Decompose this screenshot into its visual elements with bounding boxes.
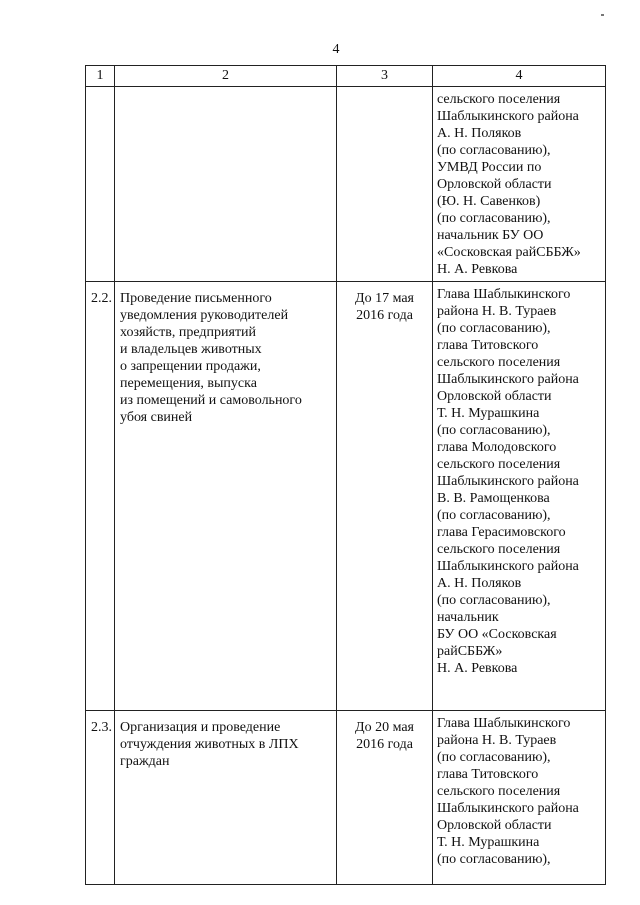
responsible-line: А. Н. Поляков: [437, 576, 522, 591]
table-header-row: [86, 66, 606, 87]
task-description-line: Проведение письменного: [120, 291, 272, 306]
responsible-line: сельского поселения: [437, 542, 561, 557]
responsible-line: (Ю. Н. Савенков): [437, 194, 541, 209]
responsible-cell: [433, 711, 606, 885]
deadline-cell: [337, 87, 433, 282]
table-row: [86, 711, 606, 885]
deadline-line: 2016 года: [356, 737, 413, 752]
responsible-line: Т. Н. Мурашкина: [437, 835, 540, 850]
responsible-line: глава Молодовского: [437, 440, 557, 455]
responsible-line: «Сосковская райСББЖ»: [437, 245, 581, 260]
responsible-line: Глава Шаблыкинского: [437, 287, 571, 302]
task-description-line: хозяйств, предприятий: [120, 325, 257, 340]
responsible-line: сельского поселения: [437, 355, 561, 370]
responsible-line: глава Герасимовского: [437, 525, 566, 540]
deadline-line: 2016 года: [356, 308, 413, 323]
responsible-line: А. Н. Поляков: [437, 126, 522, 141]
task-description-line: перемещения, выпуска: [120, 376, 257, 391]
column-header: 2: [115, 66, 337, 87]
responsible-line: (по согласованию),: [437, 211, 551, 226]
item-number-cell: 2.3.: [86, 711, 115, 885]
deadline-line: До 20 мая: [355, 720, 414, 735]
task-description-cell: [115, 711, 337, 885]
responsible-line: (по согласованию),: [437, 750, 551, 765]
responsible-line: райСББЖ»: [437, 644, 503, 659]
task-description-line: и владельцев животных: [120, 342, 262, 357]
responsible-line: начальник БУ ОО: [437, 228, 544, 243]
task-description-line: уведомления руководителей: [120, 308, 289, 323]
responsible-cell: [433, 282, 606, 711]
responsible-line: сельского поселения: [437, 784, 561, 799]
task-description-line: Организация и проведение: [120, 720, 281, 735]
responsible-line: Шаблыкинского района: [437, 801, 579, 816]
responsible-line: БУ ОО «Сосковская: [437, 627, 557, 642]
deadline-cell: [337, 711, 433, 885]
task-description-line: из помещений и самовольного: [120, 393, 302, 408]
task-description-cell: [115, 282, 337, 711]
responsible-line: района Н. В. Тураев: [437, 733, 557, 748]
responsible-line: Орловской области: [437, 818, 552, 833]
responsible-line: Орловской области: [437, 389, 552, 404]
responsible-line: (по согласованию),: [437, 508, 551, 523]
responsible-line: Шаблыкинского района: [437, 109, 579, 124]
responsible-line: Глава Шаблыкинского: [437, 716, 571, 731]
responsible-line: глава Титовского: [437, 767, 539, 782]
responsible-line: Шаблыкинского района: [437, 559, 579, 574]
responsible-line: (по согласованию),: [437, 593, 551, 608]
responsible-line: Орловской области: [437, 177, 552, 192]
task-description-cell: [115, 87, 337, 282]
responsible-line: Шаблыкинского района: [437, 372, 579, 387]
responsible-line: сельского поселения: [437, 457, 561, 472]
responsible-line: (по согласованию),: [437, 852, 551, 867]
responsible-line: (по согласованию),: [437, 321, 551, 336]
task-description-line: граждан: [120, 754, 170, 769]
table-row: [86, 282, 606, 711]
responsible-line: В. В. Рамощенкова: [437, 491, 550, 506]
task-description-line: о запрещении продажи,: [120, 359, 261, 374]
scan-speck: [601, 14, 604, 16]
page-number: 4: [332, 42, 340, 57]
column-header: 1: [86, 66, 115, 87]
responsible-line: (по согласованию),: [437, 423, 551, 438]
responsible-line: Н. А. Ревкова: [437, 262, 518, 277]
item-number-cell: 2.2.: [86, 282, 115, 711]
responsible-line: Шаблыкинского района: [437, 474, 579, 489]
responsible-line: Т. Н. Мурашкина: [437, 406, 540, 421]
table-row: [86, 87, 606, 282]
deadline-line: До 17 мая: [355, 291, 414, 306]
column-header: 4: [433, 66, 606, 87]
item-number-cell: [86, 87, 115, 282]
responsible-line: УМВД России по: [437, 160, 542, 175]
responsible-line: Н. А. Ревкова: [437, 661, 518, 676]
responsible-line: района Н. В. Тураев: [437, 304, 557, 319]
task-description-line: отчуждения животных в ЛПХ: [120, 737, 299, 752]
measures-table: [85, 65, 606, 885]
responsible-line: (по согласованию),: [437, 143, 551, 158]
responsible-cell: [433, 87, 606, 282]
responsible-line: начальник: [437, 610, 499, 625]
task-description-line: убоя свиней: [120, 410, 193, 425]
responsible-line: глава Титовского: [437, 338, 539, 353]
column-header: 3: [337, 66, 433, 87]
deadline-cell: [337, 282, 433, 711]
responsible-line: сельского поселения: [437, 92, 561, 107]
